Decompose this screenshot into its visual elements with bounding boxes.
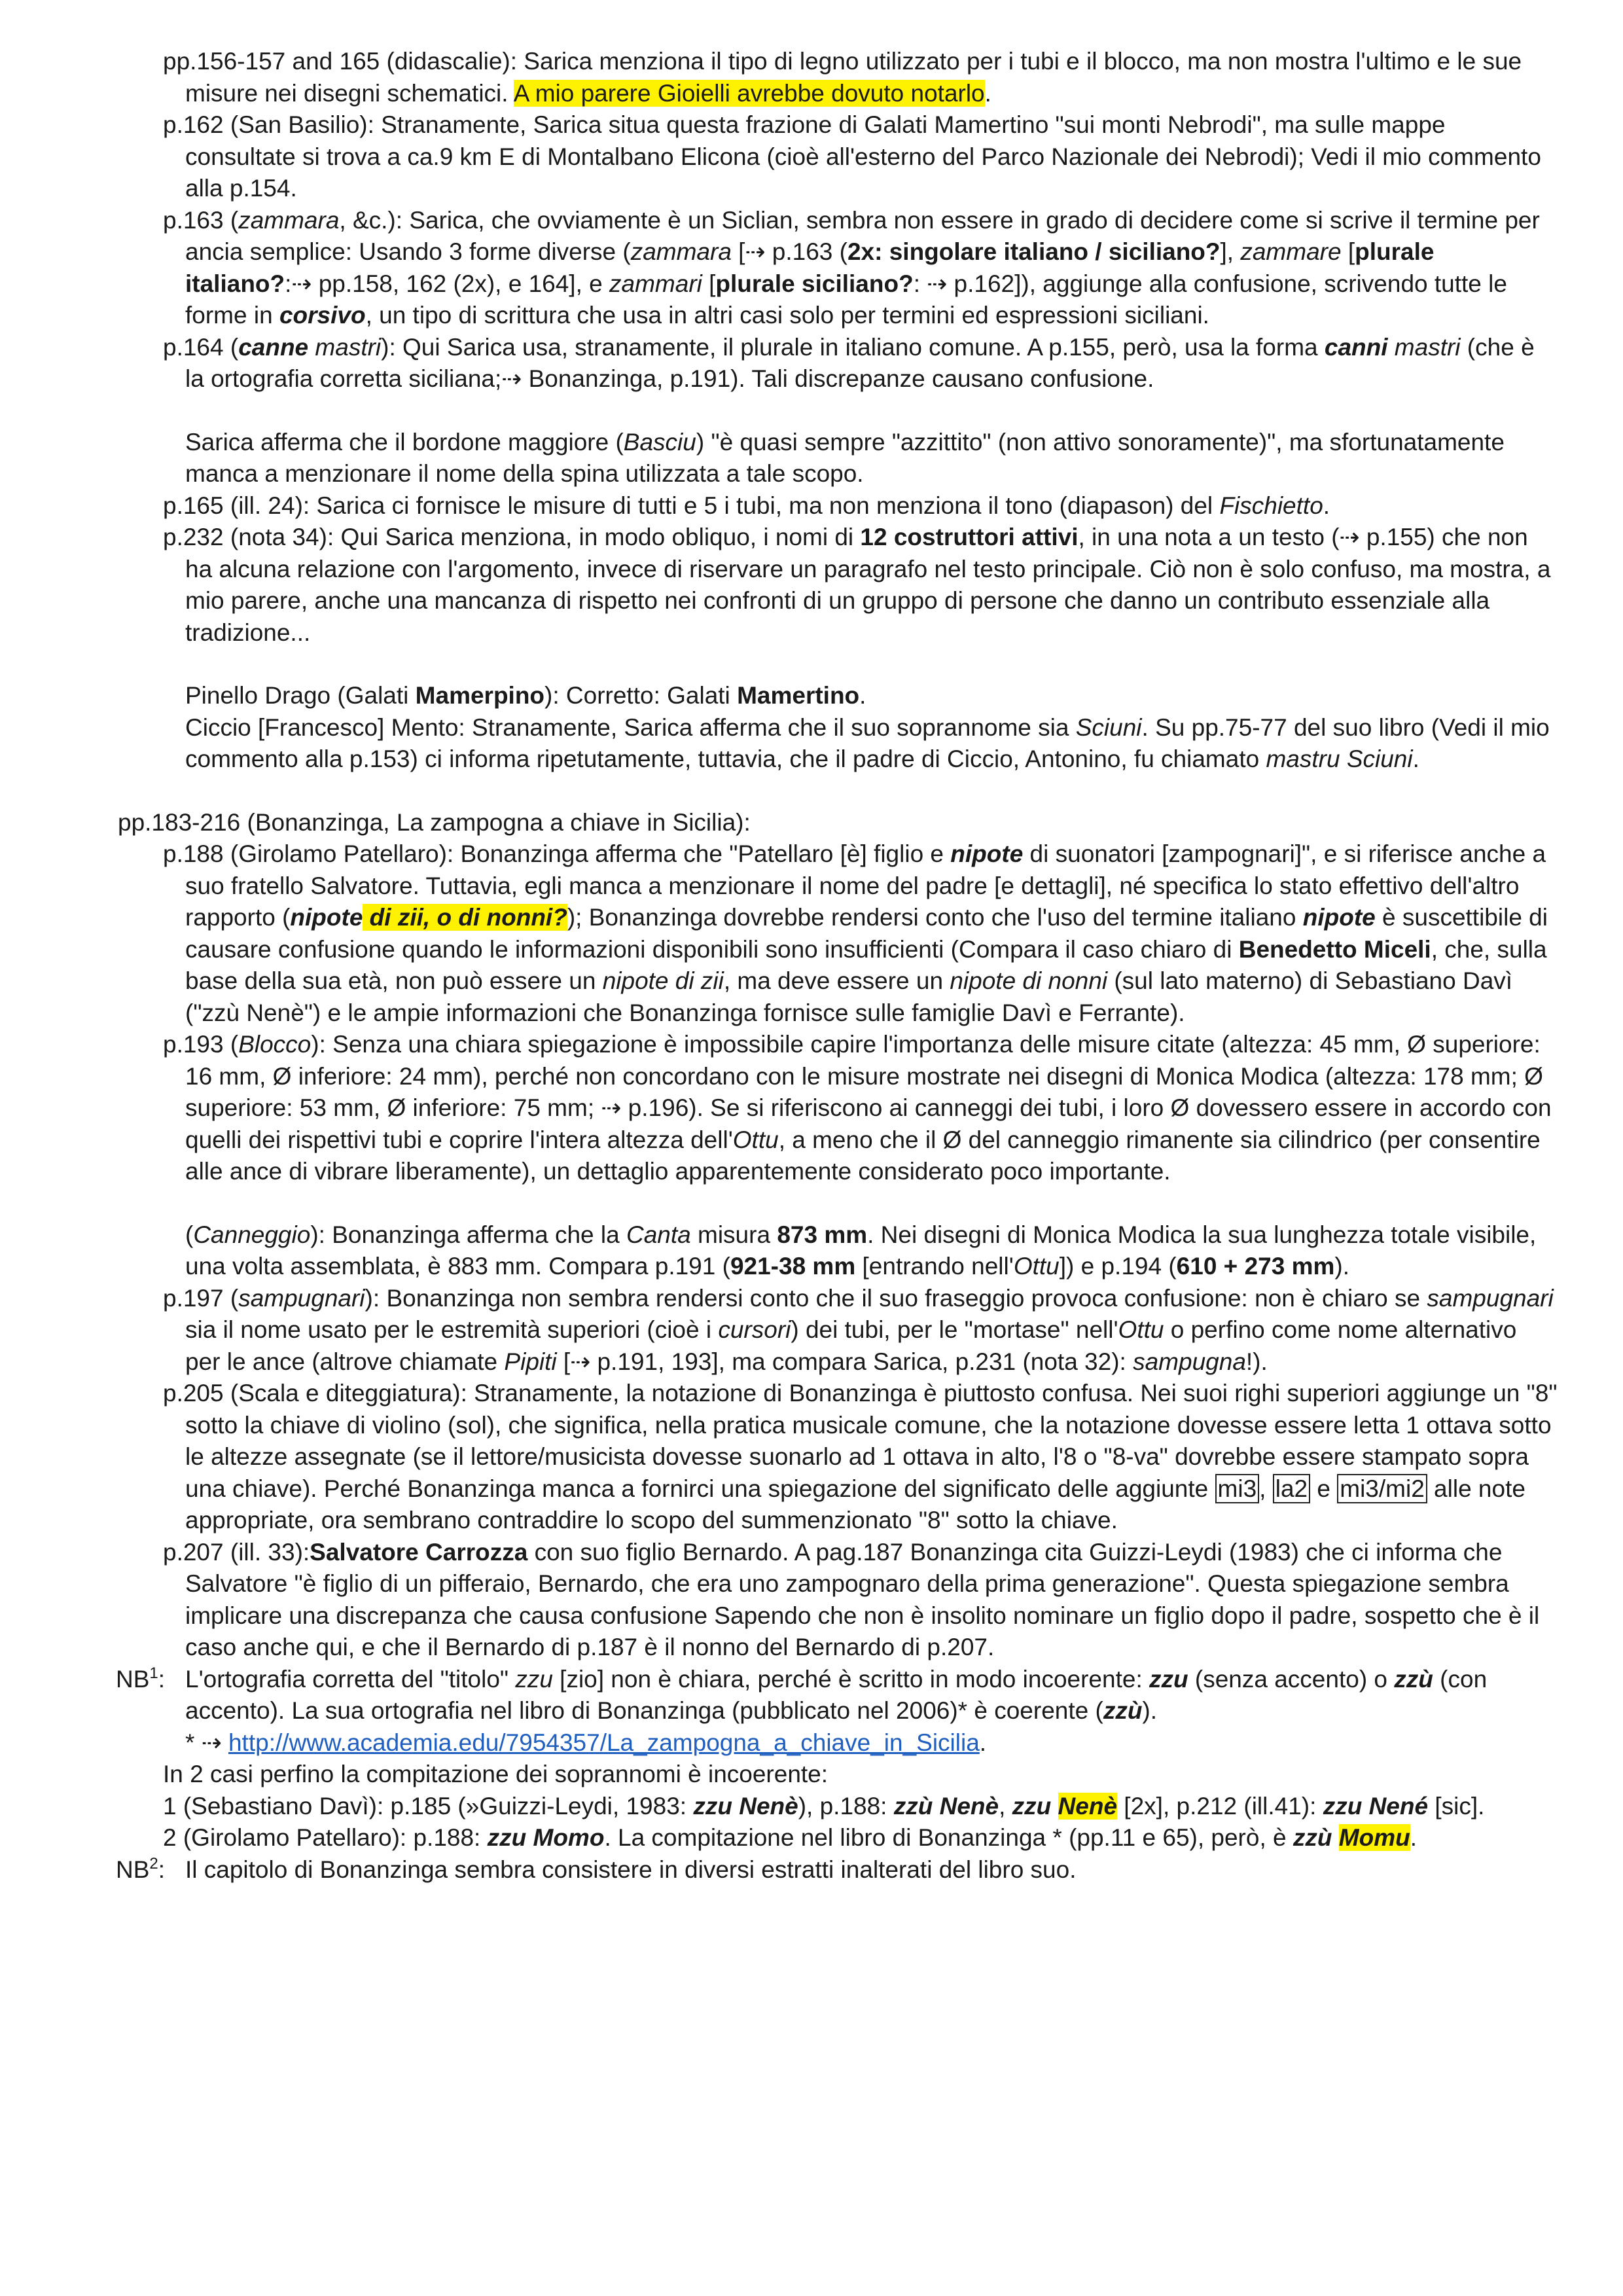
arrow-icon: ⇢: [570, 1348, 591, 1375]
entry-p162: p.162 (San Basilio): Stranamente, Sarica situa questa frazione di Galati Mamertino "sui monti Nebrodi", ma sulle mappe consultate si trova a ca.9 km E di Montalbano Elicona (cioè all'esterno del Parco Nazionale dei Nebrodi); Vedi il mio commento alla p.154.: [163, 111, 1541, 202]
entry-p193: p.193 (Blocco): Senza una chiara spiegazione è impossibile capire l'importanza delle misure citate (altezza: 45 mm, Ø superiore: 16 mm, Ø inferiore: 24 mm), perché non concordano con le misure mostrate nei disegni di Monica Modica (altezza: 178 mm; Ø superiore: 53 mm, Ø inferiore: 75 mm; ⇢ p.196). Se si riferiscono ai canneggi dei tubi, i loro Ø dovessero essere in accordo con quelli dei rispettivi tubi e coprire l'intera altezza dell'Ottu, a meno che il Ø del canneggio rimanente sia cilindrico (per consentire alle ance di vibrare liberamente), un dettaglio apparentemente considerato poco importante.: [163, 1031, 1552, 1185]
highlight: A mio parere Gioielli avrebbe dovuto notarlo: [513, 79, 985, 107]
entry-p232: p.232 (nota 34): Qui Sarica menziona, in modo obliquo, i nomi di 12 costruttori attivi, in una nota a un testo (⇢ p.155) che non ha alcuna relazione con l'argomento, invece di riservare un paragrafo nel testo principale. Ciò non è solo confuso, ma mostra, a mio parere, anche una mancanza di rispetto nei confronti di un gruppo di persone che danno un contributo essenziale alla tradizione...: [163, 524, 1551, 646]
paragraph-spelling-2: 2 (Girolamo Patellaro): p.188: zzu Momo. La compitazione nel libro di Bonanzinga * (pp.11 e 65), però, è zzù Momu.: [163, 1824, 1417, 1851]
arrow-icon: ⇢: [601, 1094, 622, 1121]
section-heading-bonanzinga: pp.183-216 (Bonanzinga, La zampogna a chiave in Sicilia):: [118, 808, 751, 836]
paragraph-pinello-drago: Pinello Drago (Galati Mamerpino): Corretto: Galati Mamertino.: [185, 682, 866, 709]
highlight: di zii, o: [363, 904, 459, 931]
note-label: $NB^2$:: [116, 1854, 166, 1883]
entry-p188: p.188 (Girolamo Patellaro): Bonanzinga afferma che "Patellaro [è] figlio e nipote di suonatori [zampognari]", e si riferisce anche a suo fratello Salvatore. Tuttavia, egli manca a menzionare il nome del padre [e dettagli], né specifica lo stato effettivo dell'altro rapporto (nipote di zii, o di nonni?); Bonanzinga dovrebbe rendersi conto che l'uso del termine italiano nipote è suscettibile di causare confusione quando le informazioni disponibili sono insufficienti (Compara il caso chiaro di Benedetto Miceli, che, sulla base della sua età, non può essere un nipote di zii, ma deve essere un nipote di nonni (sul lato materno) di Sebastiano Davì ("zzù Nenè") e le ampie informazioni che Bonanzinga fornisce sulle famiglie Davì e Ferrante).: [163, 840, 1548, 1026]
arrow-icon: ⇢: [291, 270, 312, 297]
arrow-icon: ⇢: [201, 1729, 222, 1756]
entry-p197: p.197 (sampugnari): Bonanzinga non sembra rendersi conto che il suo fraseggio provoca confusione: non è chiaro se sampugnari sia il nome usato per le estremità superiori (cioè i cursori) dei tubi, per le "mortase" nell'Ottu o perfino come nome alternativo per le ance (altrove chiamate Pipiti [⇢ p.191, 193], ma compara Sarica, p.231 (nota 32): sampugna!).: [163, 1284, 1554, 1375]
boxed-note: mi3: [1215, 1474, 1260, 1503]
academia-link[interactable]: http://www.academia.edu/7954357/La_zampogna_a_chiave_in_Sicilia: [228, 1729, 980, 1756]
boxed-note: mi3/mi2: [1337, 1474, 1427, 1503]
highlight: Nenè: [1058, 1792, 1118, 1820]
note-nb2: $NB^2$: Il capitolo di Bonanzinga sembra consistere in diversi estratti inalterati del libro suo.: [0, 1854, 1623, 1886]
paragraph-ciccio-mento: Ciccio [Francesco] Mento: Stranamente, Sarica afferma che il suo soprannome sia Sciuni. Su pp.75-77 del suo libro (Vedi il mio commento alla p.153) ci informa ripetutamente, tuttavia, che il padre di Ciccio, Antonino, fu chiamato mastru Sciuni.: [185, 713, 1550, 772]
highlight: di nonni?: [458, 904, 567, 931]
paragraph-canneggio: (Canneggio): Bonanzinga afferma che la Canta misura 873 mm. Nei disegni di Monica Modica la sua lunghezza totale visibile, una volta assemblata, è 883 mm. Compara p.191 (921-38 mm [entrando nell'Ottu]) e p.194 (610 + 273 mm).: [185, 1221, 1537, 1280]
entry-p207: p.207 (ill. 33):Salvatore Carrozza con suo figlio Bernardo. A pag.187 Bonanzinga cita Guizzi-Leydi (1983) che ci informa che Salvatore "è figlio di un pifferaio, Bernardo, che era uno zampognaro della prima generazione". Questa spiegazione sembra implicare una discrepanza che causa confusione Sapendo che non è insolito nominare un figlio dopo il padre, sospetto che è il caso anche qui, e che il Bernardo di p.187 è il nonno del Bernardo di p.207.: [163, 1538, 1540, 1660]
entry-p205: p.205 (Scala e diteggiatura): Stranamente, la notazione di Bonanzinga è piuttosto confusa. Nei suoi righi superiori aggiunge un "8" sotto la chiave di violino (sol), che significa, nella pratica musicale comune, che la notazione dovesse essere letta 1 ottava sotto le altezze assegnate (se il lettore/musicista dovesse suonarlo ad 1 ottava in alto, l'8 o "8-va" dovrebbe essere stampato sopra una chiave). Perché Bonanzinga manca a fornirci una spiegazione del significato delle aggiunte mi3 , la2 e mi3/mi2 alle note appropriate, ora sembrano contraddire lo scopo del summenzionato "8" sotto la chiave.: [163, 1380, 1558, 1534]
entry-pp156-157: pp.156-157 and 165 (didascalie): Sarica menziona il tipo di legno utilizzato per i tubi e il blocco, ma non mostra l'ultimo e le sue misure nei disegni schematici. A mio parere Gioielli avrebbe dovuto notarlo.: [163, 48, 1522, 107]
boxed-note: la2: [1273, 1474, 1310, 1503]
document-page: [0, 46, 1623, 1886]
arrow-icon: ⇢: [1339, 524, 1360, 550]
note-label: $NB^1$:: [116, 1664, 166, 1693]
highlight: Momu: [1338, 1824, 1410, 1851]
entry-p165: p.165 (ill. 24): Sarica ci fornisce le misure di tutti e 5 i tubi, ma non menziona il tono (diapason) del Fischietto.: [163, 492, 1330, 519]
note-link-line: * ⇢ http://www.academia.edu/7954357/La_zampogna_a_chiave_in_Sicilia.: [185, 1729, 987, 1756]
arrow-icon: ⇢: [501, 365, 522, 392]
paragraph-basciu: Sarica afferma che il bordone maggiore (Basciu) "è quasi sempre "azzittito" (non attivo sonoramente)", ma sfortunatamente manca a menzionare il nome della spina utilizzata a tale scopo.: [185, 428, 1505, 487]
arrow-icon: ⇢: [927, 270, 948, 297]
entry-p163: p.163 (zammara, &c.): Sarica, che ovviamente è un Siclian, sembra non essere in grado di decidere come si scrive il termine per ancia semplice: Usando 3 forme diverse (zammara [⇢ p.163 (2x: singolare italiano / siciliano?], zammare [plurale italiano?:⇢ pp.158, 162 (2x), e 164], e zammari [plurale siciliano?: ⇢ p.162]), aggiunge alla confusione, scrivendo tutte le forme in corsivo, un tipo di scrittura che usa in altri casi solo per termini ed espressioni siciliani.: [163, 206, 1540, 329]
note-nb1: $NB^1$: L'ortografia corretta del "titolo" zzu [zio] non è chiara, perché è scritto in modo incoerente: zzu (senza accento) o zzù (con accento). La sua ortografia nel libro di Bonanzinga (pubblicato nel 2006)* è coerente (zzù).: [116, 1664, 1488, 1724]
entry-p164: p.164 (canne mastri): Qui Sarica usa, stranamente, il plurale in italiano comune. A p.155, però, usa la forma canni mastri (che è la ortografia corretta siciliana;⇢ Bonanzinga, p.191). Tali discrepanze causano confusione.: [163, 333, 1535, 392]
paragraph-spelling-intro: In 2 casi perfino la compitazione dei soprannomi è incoerente:: [163, 1761, 829, 1787]
paragraph-spelling-1: 1 (Sebastiano Davì): p.185 (»Guizzi-Leydi, 1983: zzu Nenè), p.188: zzù Nenè, zzu Nenè [2x], p.212 (ill.41): zzu Nené [sic].: [163, 1792, 1485, 1820]
arrow-icon: ⇢: [745, 238, 766, 265]
